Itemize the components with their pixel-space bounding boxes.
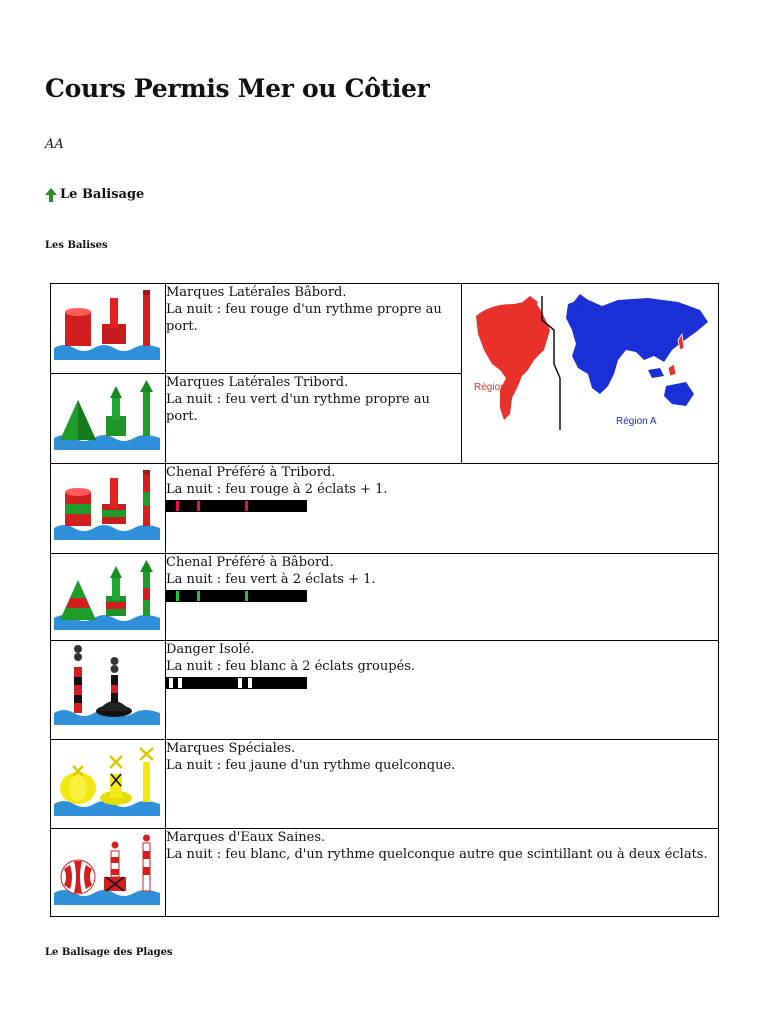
buoyage-table [50,283,719,917]
red-lateral-buoys-icon [54,288,160,360]
row-description: La nuit : feu rouge d'un rythme propre au port. [166,302,442,334]
isolated-danger-buoys-icon [54,645,160,725]
light-rhythm-bar [166,677,307,689]
row-title: Marques Latérales Bâbord. [166,285,347,300]
region-a-label: Région A [616,416,657,427]
table-row [51,740,719,829]
green-red-preferred-channel-icon [54,558,160,630]
buoyage-regions-map [468,290,714,430]
light-rhythm-bar [166,590,307,602]
buoy-image-cell [51,464,166,554]
region-b-label: Région B [474,382,516,393]
row-title: Marques d'Eaux Saines. [166,830,326,845]
row-title: Marques Spéciales. [166,741,296,756]
table-row [51,554,719,641]
buoy-image-cell [51,374,166,464]
row-text [166,829,719,917]
subsection-balises: Les Balises [45,240,108,251]
row-description: La nuit : feu jaune d'un rythme quelconque. [166,758,456,773]
buoy-image-cell [51,284,166,374]
section-title: Le Balisage [60,187,145,202]
red-green-preferred-channel-icon [54,468,160,540]
row-description: La nuit : feu blanc à 2 éclats groupés. [166,659,416,674]
safe-water-buoys-icon [54,833,160,905]
special-mark-buoys-icon [54,744,160,816]
buoy-image-cell [51,641,166,740]
row-title: Danger Isolé. [166,642,255,657]
row-title: Chenal Préféré à Bâbord. [166,555,334,570]
buoy-image-cell [51,740,166,829]
map-cell [462,284,719,464]
subsection-plages: Le Balisage des Plages [45,947,173,958]
row-text [166,464,719,554]
buoy-image-cell [51,554,166,641]
table-row [51,464,719,554]
table-row [51,284,719,374]
row-description: La nuit : feu vert d'un rythme propre au port. [166,392,430,424]
table-row [51,641,719,740]
table-row [51,829,719,917]
green-up-arrow-icon [45,188,57,202]
green-lateral-buoys-icon [54,378,160,450]
row-text [166,374,462,464]
row-description: La nuit : feu blanc, d'un rythme quelconque autre que scintillant ou à deux éclats. [166,847,708,862]
row-text [166,740,719,829]
row-title: Chenal Préféré à Tribord. [166,465,336,480]
light-rhythm-bar [166,500,307,512]
row-text [166,641,719,740]
row-description: La nuit : feu vert à 2 éclats + 1. [166,572,376,587]
row-text [166,554,719,641]
author: AA [45,137,64,152]
row-text [166,284,462,374]
page-title: Cours Permis Mer ou Côtier [45,74,430,103]
section-heading [45,187,144,202]
row-description: La nuit : feu rouge à 2 éclats + 1. [166,482,388,497]
row-title: Marques Latérales Tribord. [166,375,349,390]
buoy-image-cell [51,829,166,917]
